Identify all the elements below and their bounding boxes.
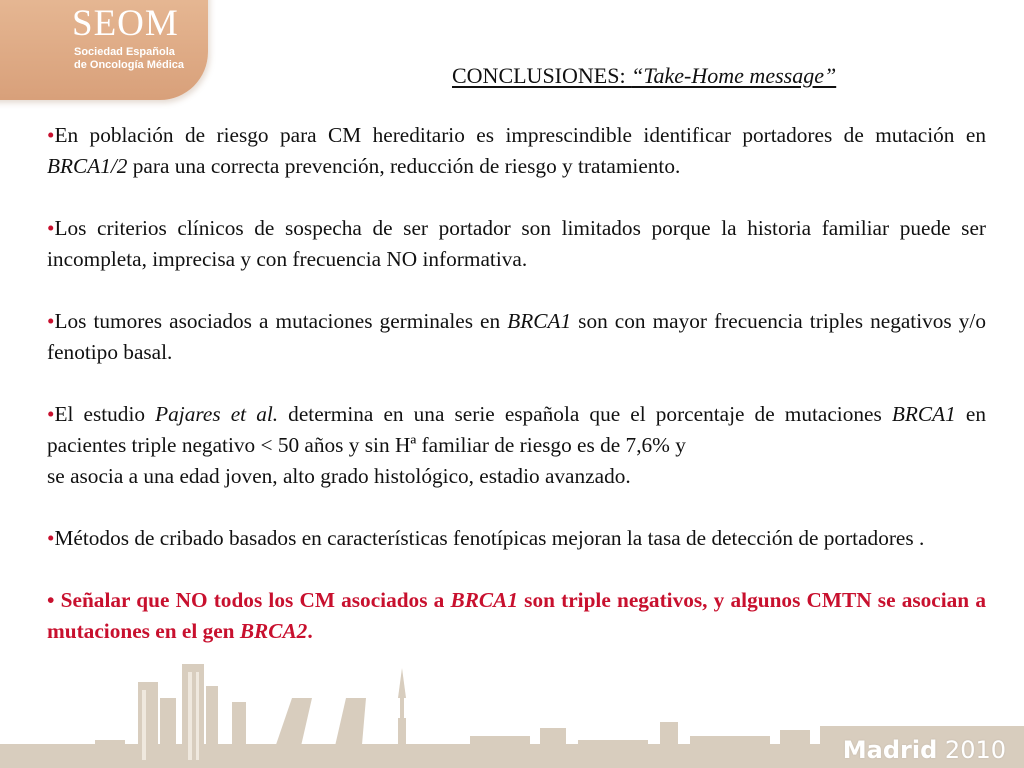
seom-logo-title: SEOM (72, 3, 179, 44)
footer-city: Madrid (842, 736, 938, 764)
slide-title (452, 63, 836, 89)
bullet-3 (47, 306, 986, 368)
bullet-4-citation: Pajares et al. (155, 402, 279, 426)
bullet-1-text-a: En población de riesgo para CM hereditario es imprescindible identificar portadores de mutación en (54, 123, 986, 147)
bullet-dot-2: • (47, 216, 55, 240)
bullet-6-text-c: . (307, 619, 313, 643)
bullet-6-text-a: Señalar que NO todos los CM asociados a (54, 588, 451, 612)
bullet-1 (47, 120, 986, 182)
madrid-2010-footer (843, 738, 1006, 762)
bullet-dot-1: • (47, 123, 55, 147)
seom-logo-subtitle (74, 46, 184, 72)
bullet-dot-6: • (47, 588, 55, 612)
bullet-4-gene: BRCA1 (891, 402, 956, 426)
bullet-2 (47, 213, 986, 275)
bullet-4-text-d: se asocia a una edad joven, alto grado histológico, estadio avanzado. (47, 464, 631, 488)
bullet-2-text: Los criterios clínicos de sospecha de ser portador son limitados porque la historia familiar puede ser incompleta, imprecisa y con frecuencia NO informativa. (47, 216, 986, 271)
bullet-6-text-b: son triple negativos, y algunos CMTN se asocian a mutaciones en el gen (47, 588, 986, 643)
bullet-4-text-c: en pacientes triple negativo < 50 años y sin Hª familiar de riesgo es de 7,6% y (47, 402, 986, 457)
bullet-4-text-b: determina en una serie española que el porcentaje de mutaciones (278, 402, 892, 426)
slide-title-main: CONCLUSIONES: (452, 63, 632, 88)
seom-logo-line1: Sociedad Española (74, 46, 175, 58)
bullet-6-gene-2: BRCA2 (239, 619, 308, 643)
bullet-5 (47, 523, 986, 554)
bullet-4-text-a: El estudio (54, 402, 156, 426)
seom-logo-line2: de Oncología Médica (74, 59, 185, 71)
slide-title-italic: “Take-Home message” (631, 63, 837, 88)
bullet-dot-3: • (47, 309, 55, 333)
bullet-3-text-a: Los tumores asociados a mutaciones germinales en (54, 309, 508, 333)
bullet-6-highlight (47, 585, 986, 647)
bullet-dot-4: • (47, 402, 55, 426)
footer-year: 2010 (944, 736, 1006, 764)
bullet-4 (47, 399, 986, 492)
bullet-5-text: Métodos de cribado basados en características fenotípicas mejoran la tasa de detección de portadores . (54, 526, 925, 550)
bullet-1-gene: BRCA1/2 (47, 154, 128, 178)
conclusions-list (47, 120, 986, 647)
bullet-dot-5: • (47, 526, 55, 550)
bullet-6-gene-1: BRCA1 (450, 588, 518, 612)
bullet-3-text-b: son con mayor frecuencia triples negativos y/o fenotipo basal. (47, 309, 986, 364)
bullet-3-gene: BRCA1 (507, 309, 572, 333)
bullet-1-text-b: para una correcta prevención, reducción de riesgo y tratamiento. (127, 154, 681, 178)
